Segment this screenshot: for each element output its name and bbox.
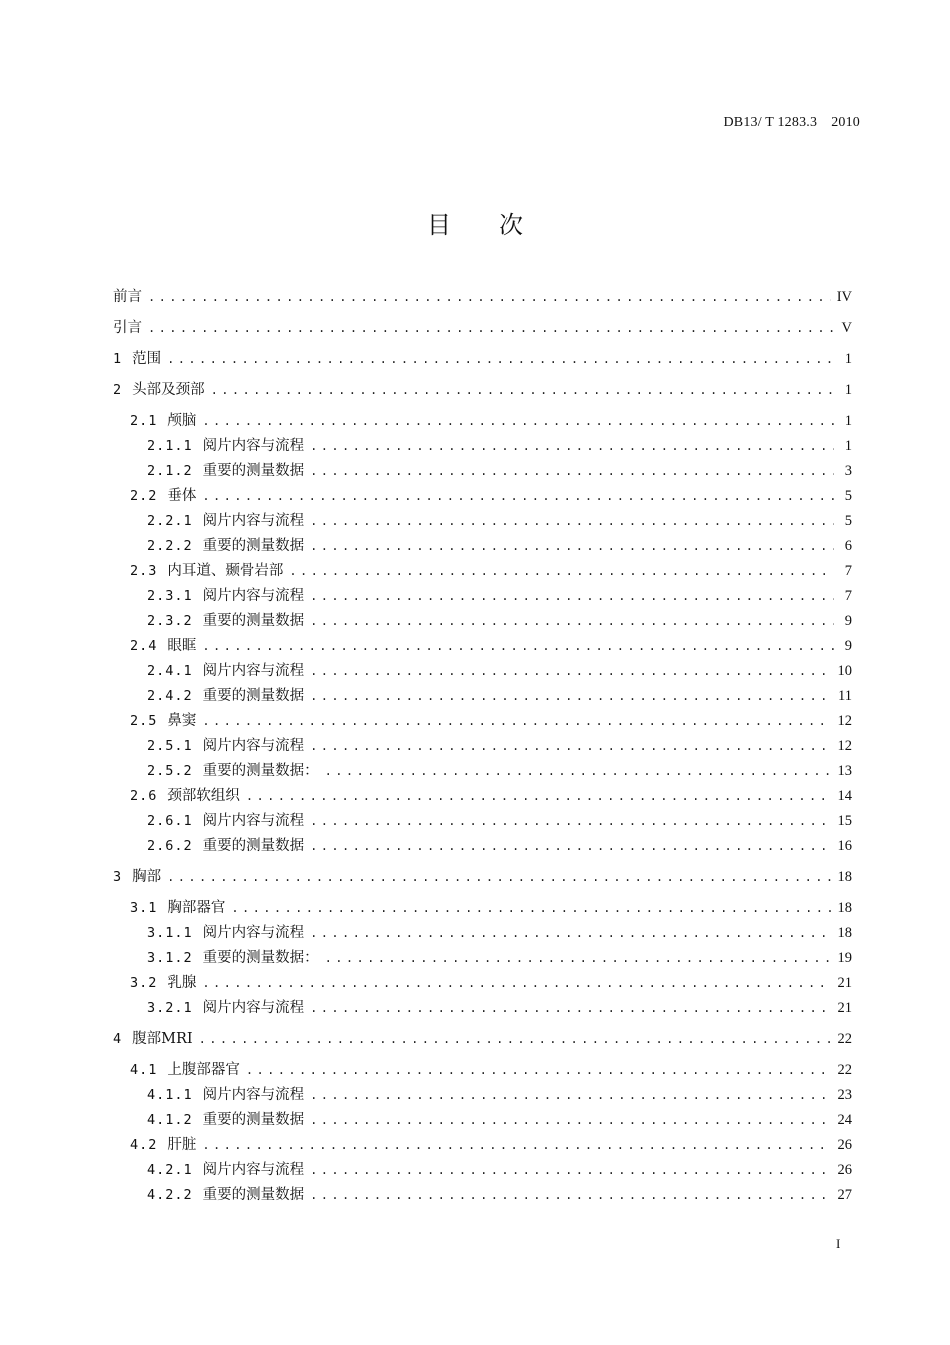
toc-entry-number: 4.1 (130, 1062, 158, 1078)
toc-entry-title: 重要的测量数据 (202, 1187, 305, 1203)
toc-entry[interactable] (113, 896, 852, 920)
toc-entry-title: 重要的测量数据 (202, 613, 305, 629)
dot-leader (310, 834, 831, 858)
toc-entry-page: 5 (844, 488, 852, 504)
dot-leader (310, 459, 834, 483)
dot-leader (202, 971, 831, 995)
toc-entry-number: 2.3.1 (147, 588, 193, 604)
toc-entry-title: 重要的测量数据 (202, 463, 305, 479)
toc-entry-number: 4 (113, 1031, 123, 1047)
toc-entry[interactable] (113, 784, 852, 808)
dot-leader (231, 896, 831, 920)
page-title: 目次 (427, 211, 571, 239)
page-number: I (836, 1236, 841, 1251)
toc-entry-number: 2.4 (130, 638, 158, 654)
toc-entry[interactable] (113, 1083, 852, 1107)
toc-entry-page: IV (836, 289, 852, 305)
standard-year: 2010 (831, 115, 860, 130)
toc-entry[interactable] (113, 971, 852, 995)
toc-entry-number: 3.1.1 (147, 925, 193, 941)
toc-entry[interactable] (113, 1158, 852, 1182)
toc-entry-page: 5 (844, 513, 852, 529)
toc-entry-title: 重要的测量数据 (202, 1112, 305, 1128)
dot-leader (167, 865, 831, 889)
toc-entry-page: 7 (844, 588, 852, 604)
toc-entry-number: 2.2 (130, 488, 158, 504)
toc-entry-number: 2.1.1 (147, 438, 193, 454)
toc-entry-number: 2.1.2 (147, 463, 193, 479)
toc-entry[interactable] (113, 996, 852, 1020)
toc-entry-page: 12 (837, 738, 852, 754)
toc-entry[interactable] (113, 434, 852, 458)
dot-leader (310, 534, 834, 558)
dot-leader (202, 634, 834, 658)
toc-entry-title: 范围 (132, 351, 162, 367)
toc-entry-number: 2.6.2 (147, 838, 193, 854)
toc-entry-page: 18 (837, 900, 852, 916)
toc-entry[interactable] (113, 809, 852, 833)
toc-entry-title: 腹部MRI (132, 1031, 193, 1047)
toc-entry-title: 胸部 (132, 869, 162, 885)
toc-entry[interactable] (113, 347, 852, 371)
toc-entry[interactable] (113, 409, 852, 433)
dot-leader (325, 759, 832, 783)
dot-leader (310, 1183, 831, 1207)
dot-leader (289, 559, 834, 583)
toc-entry-title: 阅片内容与流程 (202, 1162, 305, 1178)
toc-entry-title: 阅片内容与流程 (202, 1000, 305, 1016)
toc-entry-title: 鼻窦 (167, 713, 197, 729)
toc-entry-page: 14 (837, 788, 852, 804)
toc-entry[interactable] (113, 759, 852, 783)
dot-leader (310, 809, 831, 833)
toc-entry-page: 1 (844, 351, 852, 367)
dot-leader (202, 1133, 831, 1157)
toc-entry[interactable] (113, 709, 852, 733)
toc-entry-number: 4.1.1 (147, 1087, 193, 1103)
toc-entry-page: 21 (837, 975, 852, 991)
dot-leader (148, 285, 831, 309)
toc-entry-title: 重要的测量数据 (202, 838, 305, 854)
toc-entry-number: 2.4.2 (147, 688, 193, 704)
toc-entry-title: 颅脑 (167, 413, 197, 429)
toc-entry-page: 10 (837, 663, 852, 679)
dot-leader (325, 946, 832, 970)
toc-entry-number: 2.5.2 (147, 763, 193, 779)
toc-entry[interactable] (113, 484, 852, 508)
toc-entry-page: 9 (844, 613, 852, 629)
toc-entry-number: 2.4.1 (147, 663, 193, 679)
dot-leader (310, 609, 834, 633)
toc-entry-title: 眼眶 (167, 638, 197, 654)
toc-entry-page: 18 (837, 869, 852, 885)
toc-entry-number: 4.2.2 (147, 1187, 193, 1203)
toc-entry-page: 26 (837, 1137, 852, 1153)
toc-entry[interactable] (113, 634, 852, 658)
toc-entry-title: 重要的测量数据： (202, 950, 319, 966)
toc-entry[interactable] (113, 1058, 852, 1082)
toc-entry-title: 内耳道、颞骨岩部 (167, 563, 284, 579)
toc-entry-page: 24 (837, 1112, 852, 1128)
toc-entry-page: 21 (837, 1000, 852, 1016)
dot-leader (246, 1058, 832, 1082)
toc-entry-page: 16 (837, 838, 852, 854)
toc-entry-page: 1 (844, 438, 852, 454)
dot-leader (148, 316, 834, 340)
toc-entry-number: 3.2.1 (147, 1000, 193, 1016)
toc-entry[interactable] (113, 1108, 852, 1132)
dot-leader (310, 1108, 831, 1132)
toc-entry-number: 2.5.1 (147, 738, 193, 754)
toc-entry[interactable] (113, 1133, 852, 1157)
toc-entry[interactable] (113, 865, 852, 889)
toc-entry-page: 1 (844, 413, 852, 429)
toc-entry[interactable] (113, 609, 852, 633)
toc-entry[interactable] (113, 946, 852, 970)
toc-entry-page: 15 (837, 813, 852, 829)
toc-entry-title: 阅片内容与流程 (202, 663, 305, 679)
dot-leader (310, 584, 834, 608)
toc-entry-title: 阅片内容与流程 (202, 438, 305, 454)
toc-entry-number: 3 (113, 869, 123, 885)
toc-entry-number: 2.2.1 (147, 513, 193, 529)
toc-entry[interactable] (113, 459, 852, 483)
dot-leader (202, 484, 834, 508)
toc-entry-title: 上腹部器官 (167, 1062, 240, 1078)
toc-entry-title: 重要的测量数据 (202, 538, 305, 554)
dot-leader (310, 509, 834, 533)
toc-entry-title: 垂体 (167, 488, 197, 504)
dot-leader (310, 434, 834, 458)
document-code (724, 115, 861, 131)
toc-entry[interactable] (113, 316, 852, 340)
toc-entry-number: 2.6.1 (147, 813, 193, 829)
toc-entry-page: 12 (837, 713, 852, 729)
toc-entry[interactable] (113, 659, 852, 683)
toc-entry-title: 胸部器官 (167, 900, 226, 916)
toc-entry-number: 2.2.2 (147, 538, 193, 554)
dot-leader (202, 709, 831, 733)
dot-leader (310, 996, 831, 1020)
toc-entry[interactable] (113, 834, 852, 858)
dot-leader (310, 921, 831, 945)
toc-entry-number: 2.3 (130, 563, 158, 579)
dot-leader (199, 1027, 832, 1051)
dot-leader (310, 659, 831, 683)
toc-entry-number: 4.1.2 (147, 1112, 193, 1128)
toc-entry-number: 4.2 (130, 1137, 158, 1153)
toc-entry-page: 3 (844, 463, 852, 479)
toc-entry-page: 9 (844, 638, 852, 654)
toc-entry-title: 前言 (113, 289, 142, 305)
toc-entry-page: 13 (837, 763, 852, 779)
toc-entry-number: 2 (113, 382, 123, 398)
toc-entry-number: 4.2.1 (147, 1162, 193, 1178)
toc-entry-title: 乳腺 (167, 975, 197, 991)
dot-leader (310, 1158, 831, 1182)
toc-entry-title: 头部及颈部 (132, 382, 205, 398)
toc-entry-title: 颈部软组织 (167, 788, 240, 804)
toc-entry[interactable] (113, 378, 852, 402)
toc-entry[interactable] (113, 684, 852, 708)
toc-entry-page: 23 (837, 1087, 852, 1103)
dot-leader (246, 784, 832, 808)
toc-entry-page: 6 (844, 538, 852, 554)
toc-entry[interactable] (113, 584, 852, 608)
toc-entry-title: 阅片内容与流程 (202, 738, 305, 754)
toc-entry-page: V (841, 320, 852, 336)
toc-entry-page: 11 (838, 688, 852, 704)
toc-entry-title: 阅片内容与流程 (202, 925, 305, 941)
toc-entry-title: 重要的测量数据： (202, 763, 319, 779)
toc-entry-title: 阅片内容与流程 (202, 813, 305, 829)
toc-entry-title: 重要的测量数据 (202, 688, 305, 704)
toc-entry-number: 2.1 (130, 413, 158, 429)
toc-entry-number: 2.6 (130, 788, 158, 804)
toc-entry[interactable] (113, 534, 852, 558)
dot-leader (202, 409, 834, 433)
standard-number: DB13/ T 1283.3 (723, 115, 818, 130)
toc-entry[interactable] (113, 921, 852, 945)
toc-entry-page: 18 (837, 925, 852, 941)
toc-entry[interactable] (113, 1183, 852, 1207)
toc-entry-page: 26 (837, 1162, 852, 1178)
toc-entry-title: 阅片内容与流程 (202, 1087, 305, 1103)
toc-entry-title: 阅片内容与流程 (202, 588, 305, 604)
toc-entry-page: 1 (844, 382, 852, 398)
toc-entry-title: 阅片内容与流程 (202, 513, 305, 529)
toc-entry-page: 22 (837, 1062, 852, 1078)
toc-entry-title: 引言 (113, 320, 142, 336)
toc-entry-number: 2.5 (130, 713, 158, 729)
dot-leader (310, 734, 831, 758)
dot-leader (310, 684, 832, 708)
toc-entry-number: 3.1 (130, 900, 158, 916)
dot-leader (167, 347, 834, 371)
toc-entry-number: 3.1.2 (147, 950, 193, 966)
toc-entry-page: 7 (844, 563, 852, 579)
toc-entry-number: 2.3.2 (147, 613, 193, 629)
toc-entry[interactable] (113, 509, 852, 533)
toc-entry[interactable] (113, 734, 852, 758)
toc-entry-page: 27 (837, 1187, 852, 1203)
toc-entry-title: 肝脏 (167, 1137, 197, 1153)
toc-entry-number: 3.2 (130, 975, 158, 991)
toc-entry[interactable] (113, 559, 852, 583)
toc-entry[interactable] (113, 1027, 852, 1051)
dot-leader (310, 1083, 831, 1107)
toc-entry[interactable] (113, 285, 852, 309)
dot-leader (211, 378, 834, 402)
toc-entry-number: 1 (113, 351, 123, 367)
toc-entry-page: 19 (837, 950, 852, 966)
toc-entry-page: 22 (837, 1031, 852, 1047)
